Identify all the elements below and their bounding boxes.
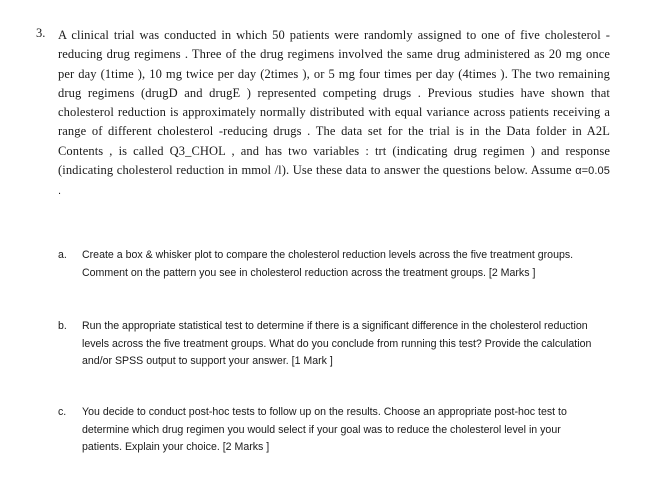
question-stem-text: A clinical trial was conducted in which 50 patients were randomly assigned to one of five cholesterol -reducing drug regimens . Three of the drug regimens involved the same drug administered as 20 mg once per day (1time ), 10 mg twice per day (2times ), or 5 mg four times per day (4times ). The two remaining drug regimens (drugD and drugE ) represented competing drugs . Previous studies have shown that cholesterol reduction is approximately normally distributed with equal variance across patients receiving a range of different cholesterol -reducing drugs . The data set for the trial is in the Data folder in A2L Contents , is called Q3_CHOL , and has two variables : trt (indicating drug regimen ) and response (indicating cholesterol reduction in mmol /l). Use these data to answer the questions below. Assume [58, 28, 610, 178]
part-text: Run the appropriate statistical test to determine if there is a significant difference in the cholesterol reduction levels across the five treatment groups. What do you conclude from running this test? Provide the calculation and/or SPSS output to support your answer. [1 Mark ] [82, 320, 592, 367]
question-stem [58, 26, 610, 202]
part-letter: a. [58, 249, 67, 261]
part-letter: b. [58, 320, 67, 332]
part-letter: c. [58, 406, 67, 418]
significance-level: α=0.05 . [58, 165, 610, 198]
part-text: Create a box & whisker plot to compare the cholesterol reduction levels across the five treatment groups. Comment on the pattern you see in cholesterol reduction across the treatment groups. [2 Marks ] [82, 249, 574, 279]
question-number: 3. [36, 26, 46, 40]
part-text: You decide to conduct post-hoc tests to follow up on the results. Choose an appropriate post-hoc test to determine which drug regimen you would select if your goal was to reduce the cholesterol level in your patients. Explain your choice. [2 Marks ] [82, 406, 567, 453]
